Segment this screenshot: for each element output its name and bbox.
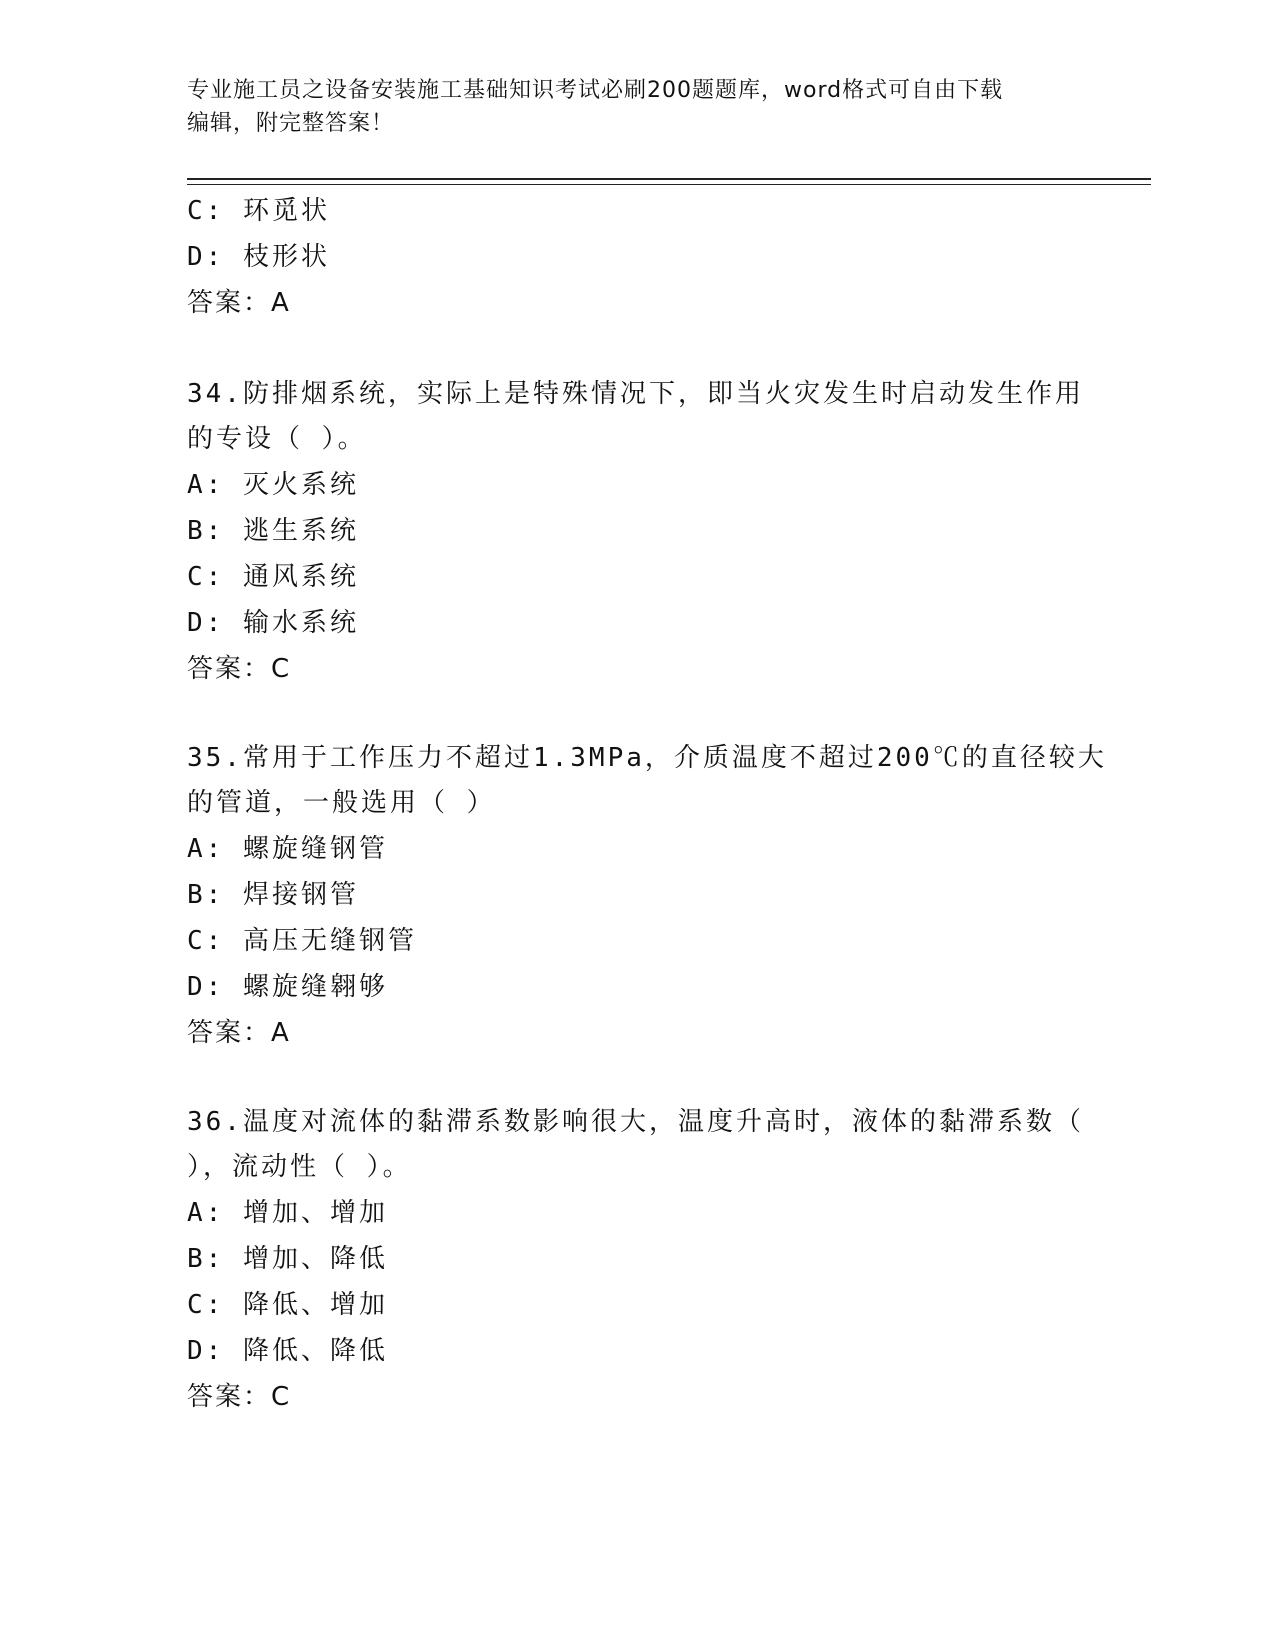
question-35 (187, 736, 1107, 1056)
header-line-1: 专业施工员之设备安装施工基础知识考试必刷200题题库，word格式可自由下载 (187, 78, 1004, 103)
option-line: D: 降低、降低 (187, 1336, 388, 1366)
answer-line: 答案：C (187, 654, 292, 684)
option-line: B: 增加、降低 (187, 1244, 388, 1274)
option-line: A: 螺旋缝钢管 (187, 834, 388, 864)
option-line: A: 增加、增加 (187, 1198, 388, 1228)
option-line: D: 输水系统 (187, 608, 359, 638)
answer-line: 答案：A (187, 1018, 291, 1048)
question-stem: ），流动性（ ）。 (187, 1152, 412, 1182)
question-stem: 35.常用于工作压力不超过1.3MPa，介质温度不超过200℃的直径较大 (187, 743, 1107, 773)
option-line: A: 灭火系统 (187, 470, 359, 500)
question-stem: 的管道，一般选用（ ） (187, 788, 496, 818)
answer-line: 答案：A (187, 288, 291, 318)
option-line: C: 环觅状 (187, 196, 330, 226)
question-stem: 34.防排烟系统，实际上是特殊情况下，即当火灾发生时启动发生作用 (187, 379, 1084, 409)
option-line: B: 逃生系统 (187, 516, 359, 546)
header-divider-thin (187, 184, 1151, 185)
option-line: C: 高压无缝钢管 (187, 926, 417, 956)
previous-question-tail (187, 188, 1087, 326)
option-line: D: 螺旋缝翱够 (187, 972, 388, 1002)
option-line: B: 焊接钢管 (187, 880, 359, 910)
question-34 (187, 372, 1087, 692)
option-line: D: 枝形状 (187, 242, 330, 272)
question-stem: 36.温度对流体的黏滞系数影响很大，温度升高时，液体的黏滞系数（ (187, 1107, 1084, 1137)
question-content (187, 188, 1107, 1420)
question-stem: 的专设（ ）。 (187, 424, 367, 454)
option-line: C: 降低、增加 (187, 1290, 388, 1320)
document-header (187, 74, 1087, 140)
option-line: C: 通风系统 (187, 562, 359, 592)
header-line-2: 编辑，附完整答案！ (187, 111, 395, 136)
header-divider-thick (187, 178, 1151, 180)
question-36 (187, 1100, 1087, 1420)
answer-line: 答案：C (187, 1382, 292, 1412)
